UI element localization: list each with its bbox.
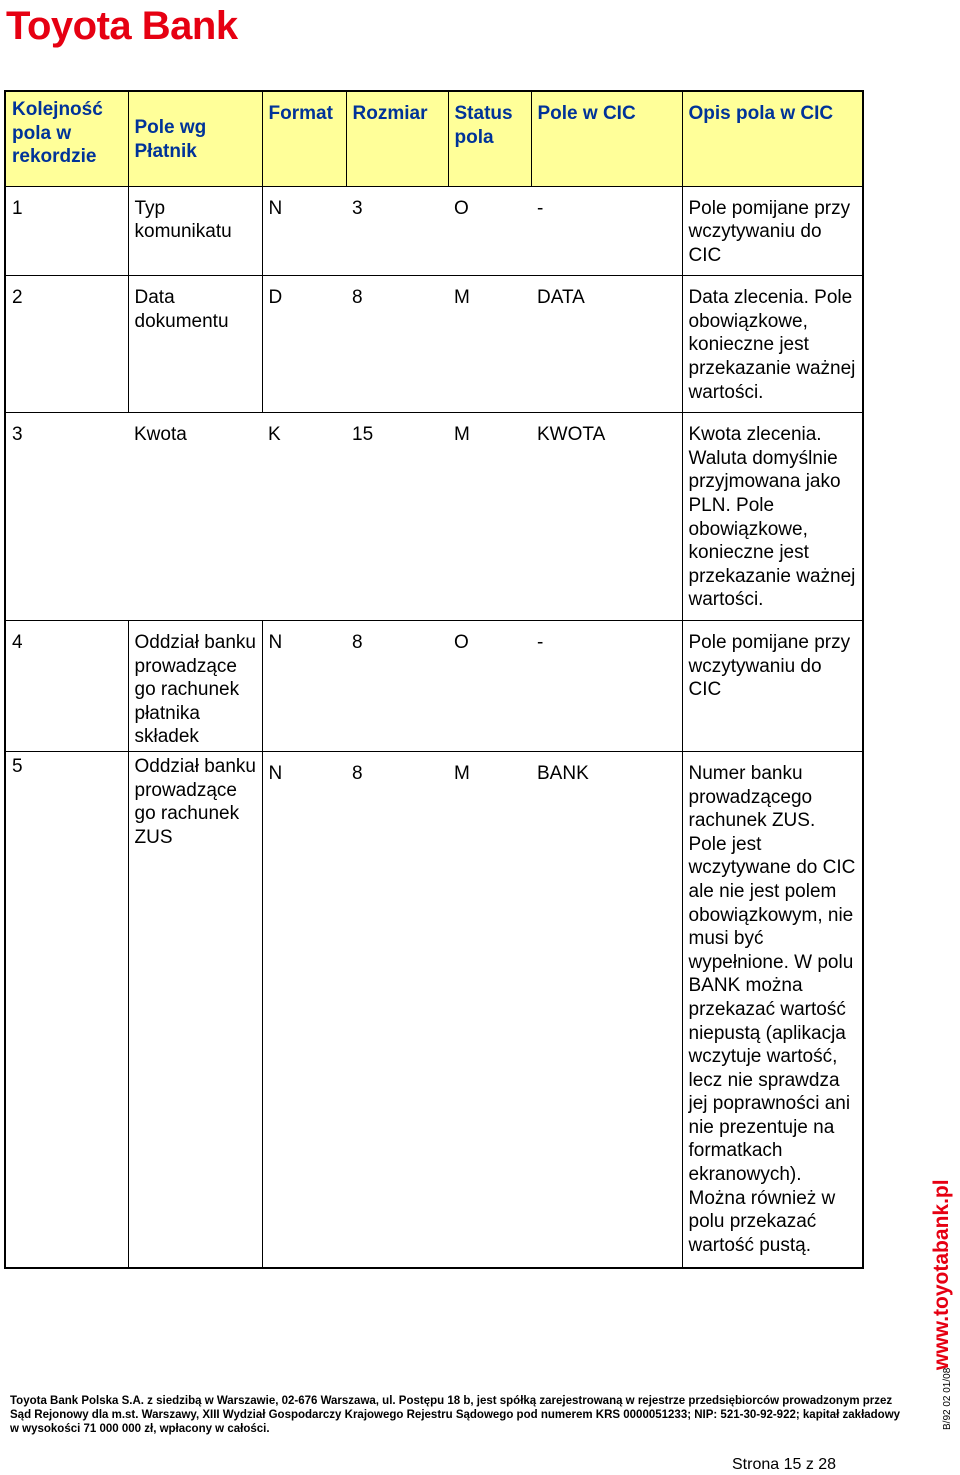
- cell-description: Pole pomijane przy wczytywaniu do CIC: [682, 621, 863, 752]
- table-header-row: [5, 91, 863, 186]
- cell-format: N: [262, 186, 346, 276]
- cell-size: 15: [346, 413, 448, 621]
- table-row: [5, 186, 863, 276]
- header-status: Status pola: [448, 91, 531, 186]
- header-kolejnosc: Kolejność pola w rekordzie: [5, 91, 128, 186]
- cell-order: 3: [5, 413, 128, 621]
- cell-cic-field: DATA: [531, 276, 682, 413]
- cell-size: 8: [346, 621, 448, 752]
- header-pole-platnik: Pole wg Płatnik: [128, 91, 262, 186]
- legal-footer: Toyota Bank Polska S.A. z siedzibą w Warszawie, 02-676 Warszawa, ul. Postępu 18 b, jest spółką zarejestrowaną w rejestrze przedsiębiorców prowadzonym przez Sąd Rejonowy dla m.st. Warszawy, XIII Wydział Gospodarczy Krajowego Rejestru Sądowego pod numerem KRS 0000051233; NIP: 521-30-92-922; kapitał zakładowy w wysokości 71 000 000 zł, wpłacony w całości.: [10, 1395, 901, 1435]
- side-website-url: www.toyotabank.pl: [930, 1179, 953, 1370]
- field-spec-table: [4, 90, 864, 1269]
- side-document-code: B/92 02 01/08: [942, 1367, 953, 1430]
- cell-order: 4: [5, 621, 128, 752]
- toyota-bank-logo: Toyota Bank: [6, 4, 238, 48]
- cell-description: Kwota zlecenia. Waluta domyślnie przyjmowana jako PLN. Pole obowiązkowe, konieczne jest przekazanie ważnej wartości.: [682, 413, 863, 621]
- page-number: Strona 15 z 28: [732, 1456, 837, 1473]
- header-pole-cic: Pole w CIC: [531, 91, 682, 186]
- cell-format: N: [262, 621, 346, 752]
- cell-cic-field: -: [531, 186, 682, 276]
- cell-cic-field: BANK: [531, 751, 682, 1268]
- cell-format: N: [262, 751, 346, 1268]
- cell-description: Data zlecenia. Pole obowiązkowe, konieczne jest przekazanie ważnej wartości.: [682, 276, 863, 413]
- cell-order: 2: [5, 276, 128, 413]
- cell-format: D: [262, 276, 346, 413]
- cell-status: M: [448, 413, 531, 621]
- cell-size: 8: [346, 751, 448, 1268]
- cell-field-name: Oddział banku prowadzące go rachunek płatnika składek: [128, 621, 262, 752]
- table-row: [5, 751, 863, 1268]
- table-row: [5, 276, 863, 413]
- header-opis-cic: Opis pola w CIC: [682, 91, 863, 186]
- cell-field-name: Oddział banku prowadzące go rachunek ZUS: [128, 751, 262, 1268]
- header-rozmiar: Rozmiar: [346, 91, 448, 186]
- table-row: [5, 621, 863, 752]
- table-row: [5, 413, 863, 621]
- cell-format: K: [262, 413, 346, 621]
- cell-order: 5: [5, 751, 128, 1268]
- header-format: Format: [262, 91, 346, 186]
- cell-status: O: [448, 186, 531, 276]
- cell-size: 8: [346, 276, 448, 413]
- cell-description: Pole pomijane przy wczytywaniu do CIC: [682, 186, 863, 276]
- cell-field-name: Data dokumentu: [128, 276, 262, 413]
- cell-cic-field: KWOTA: [531, 413, 682, 621]
- cell-cic-field: -: [531, 621, 682, 752]
- cell-description: Numer banku prowadzącego rachunek ZUS. Pole jest wczytywane do CIC ale nie jest polem obowiązkowym, nie musi być wypełnione. W polu BANK można przekazać wartość niepustą (aplikacja wczytuje wartość, lecz nie sprawdza jej poprawności ani nie prezentuje na formatkach ekranowych). Można również w polu przekazać wartość pustą.: [682, 751, 863, 1268]
- cell-size: 3: [346, 186, 448, 276]
- cell-field-name: Typ komunikatu: [128, 186, 262, 276]
- cell-status: M: [448, 276, 531, 413]
- cell-status: O: [448, 621, 531, 752]
- cell-status: M: [448, 751, 531, 1268]
- cell-field-name: Kwota: [128, 413, 262, 621]
- cell-order: 1: [5, 186, 128, 276]
